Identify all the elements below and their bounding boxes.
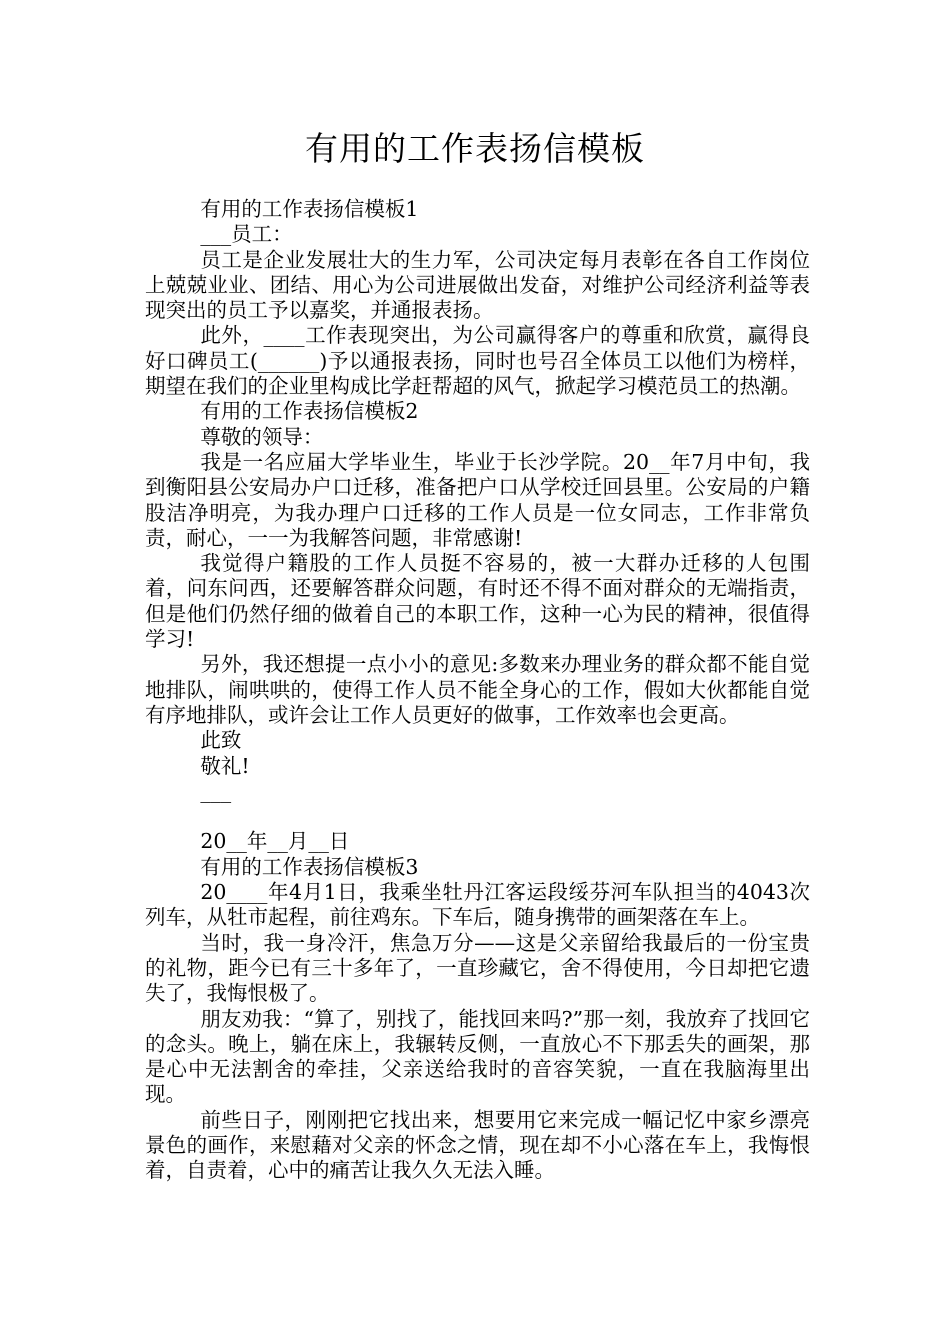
paragraph: 另外，我还想提一点小小的意见:多数来办理业务的群众都不能自觉地排队，闹哄哄的，使得工作人员不能全身心的工作，假如大伙都能自觉有序地排队，或许会让工作人员更好的做事，工作效率也会更高。 [145, 652, 810, 727]
closing-line: 敬礼! [200, 753, 250, 778]
paragraph: 员工是企业发展壮大的生力军，公司决定每月表彰在各自工作岗位上兢兢业业、团结、用心为公司进展做出发奋，对维护公司经济利益等表现突出的员工予以嘉奖，并通报表扬。 [145, 247, 810, 323]
salutation-2: 尊敬的领导： [200, 424, 324, 449]
section-heading-1: 有用的工作表扬信模板1 [200, 197, 419, 221]
document-body [145, 197, 810, 1184]
signature-blank: ___ [200, 778, 232, 803]
blank-line [145, 804, 810, 829]
paragraph: 我是一名应届大学毕业生，毕业于长沙学院。20__年7月中旬，我到衡阳县公安局办户口迁移，准备把户口从学校迁回县里。公安局的户籍股洁净明亮，为我办理户口迁移的工作人员是一位女同志，工作非常负责，耐心，一一为我解答问题，非常感谢! [145, 449, 810, 550]
section-heading-3: 有用的工作表扬信模板3 [200, 854, 419, 879]
paragraph: 20____年4月1日，我乘坐牡丹江客运段绥芬河车队担当的4043次列车，从牡市起程，前往鸡东。下车后，随身携带的画架落在车上。 [145, 880, 810, 930]
paragraph: 朋友劝我：“算了，别找了，能找回来吗?”那一刻，我放弃了找回它的念头。晚上，躺在床上，我辗转反侧，一直放心不下那丢失的画架，那是心中无法割舍的牵挂，父亲送给我时的音容笑貌，一直在我脑海里出现。 [145, 1006, 810, 1107]
paragraph: 我觉得户籍股的工作人员挺不容易的，被一大群办迁移的人包围着，问东问西，还要解答群众问题，有时还不得不面对群众的无端指责，但是他们仍然仔细的做着自己的本职工作，这种一心为民的精神，很值得学习! [145, 551, 810, 652]
section-heading-2: 有用的工作表扬信模板2 [200, 399, 419, 424]
closing-line: 此致 [200, 728, 242, 753]
paragraph: 当时，我一身冷汗，焦急万分——这是父亲留给我最后的一份宝贵的礼物，距今已有三十多年了，一直珍藏它，舍不得使用，今日却把它遗失了，我悔恨极了。 [145, 930, 810, 1006]
paragraph: 前些日子，刚刚把它找出来，想要用它来完成一幅记忆中家乡漂亮景色的画作，来慰藉对父亲的怀念之情，现在却不小心落在车上，我悔恨着，自责着，心中的痛苦让我久久无法入睡。 [145, 1107, 810, 1183]
paragraph: 此外，____工作表现突出，为公司赢得客户的尊重和欣赏，赢得良好口碑员工(______)予以通报表扬，同时也号召全体员工以他们为榜样，期望在我们的企业里构成比学赶帮超的风气，掀起学习模范员工的热潮。 [145, 323, 810, 399]
salutation-1: ___员工： [200, 222, 293, 247]
document-title: 有用的工作表扬信模板 [305, 129, 645, 168]
date-line: 20__年__月__日 [200, 829, 350, 854]
